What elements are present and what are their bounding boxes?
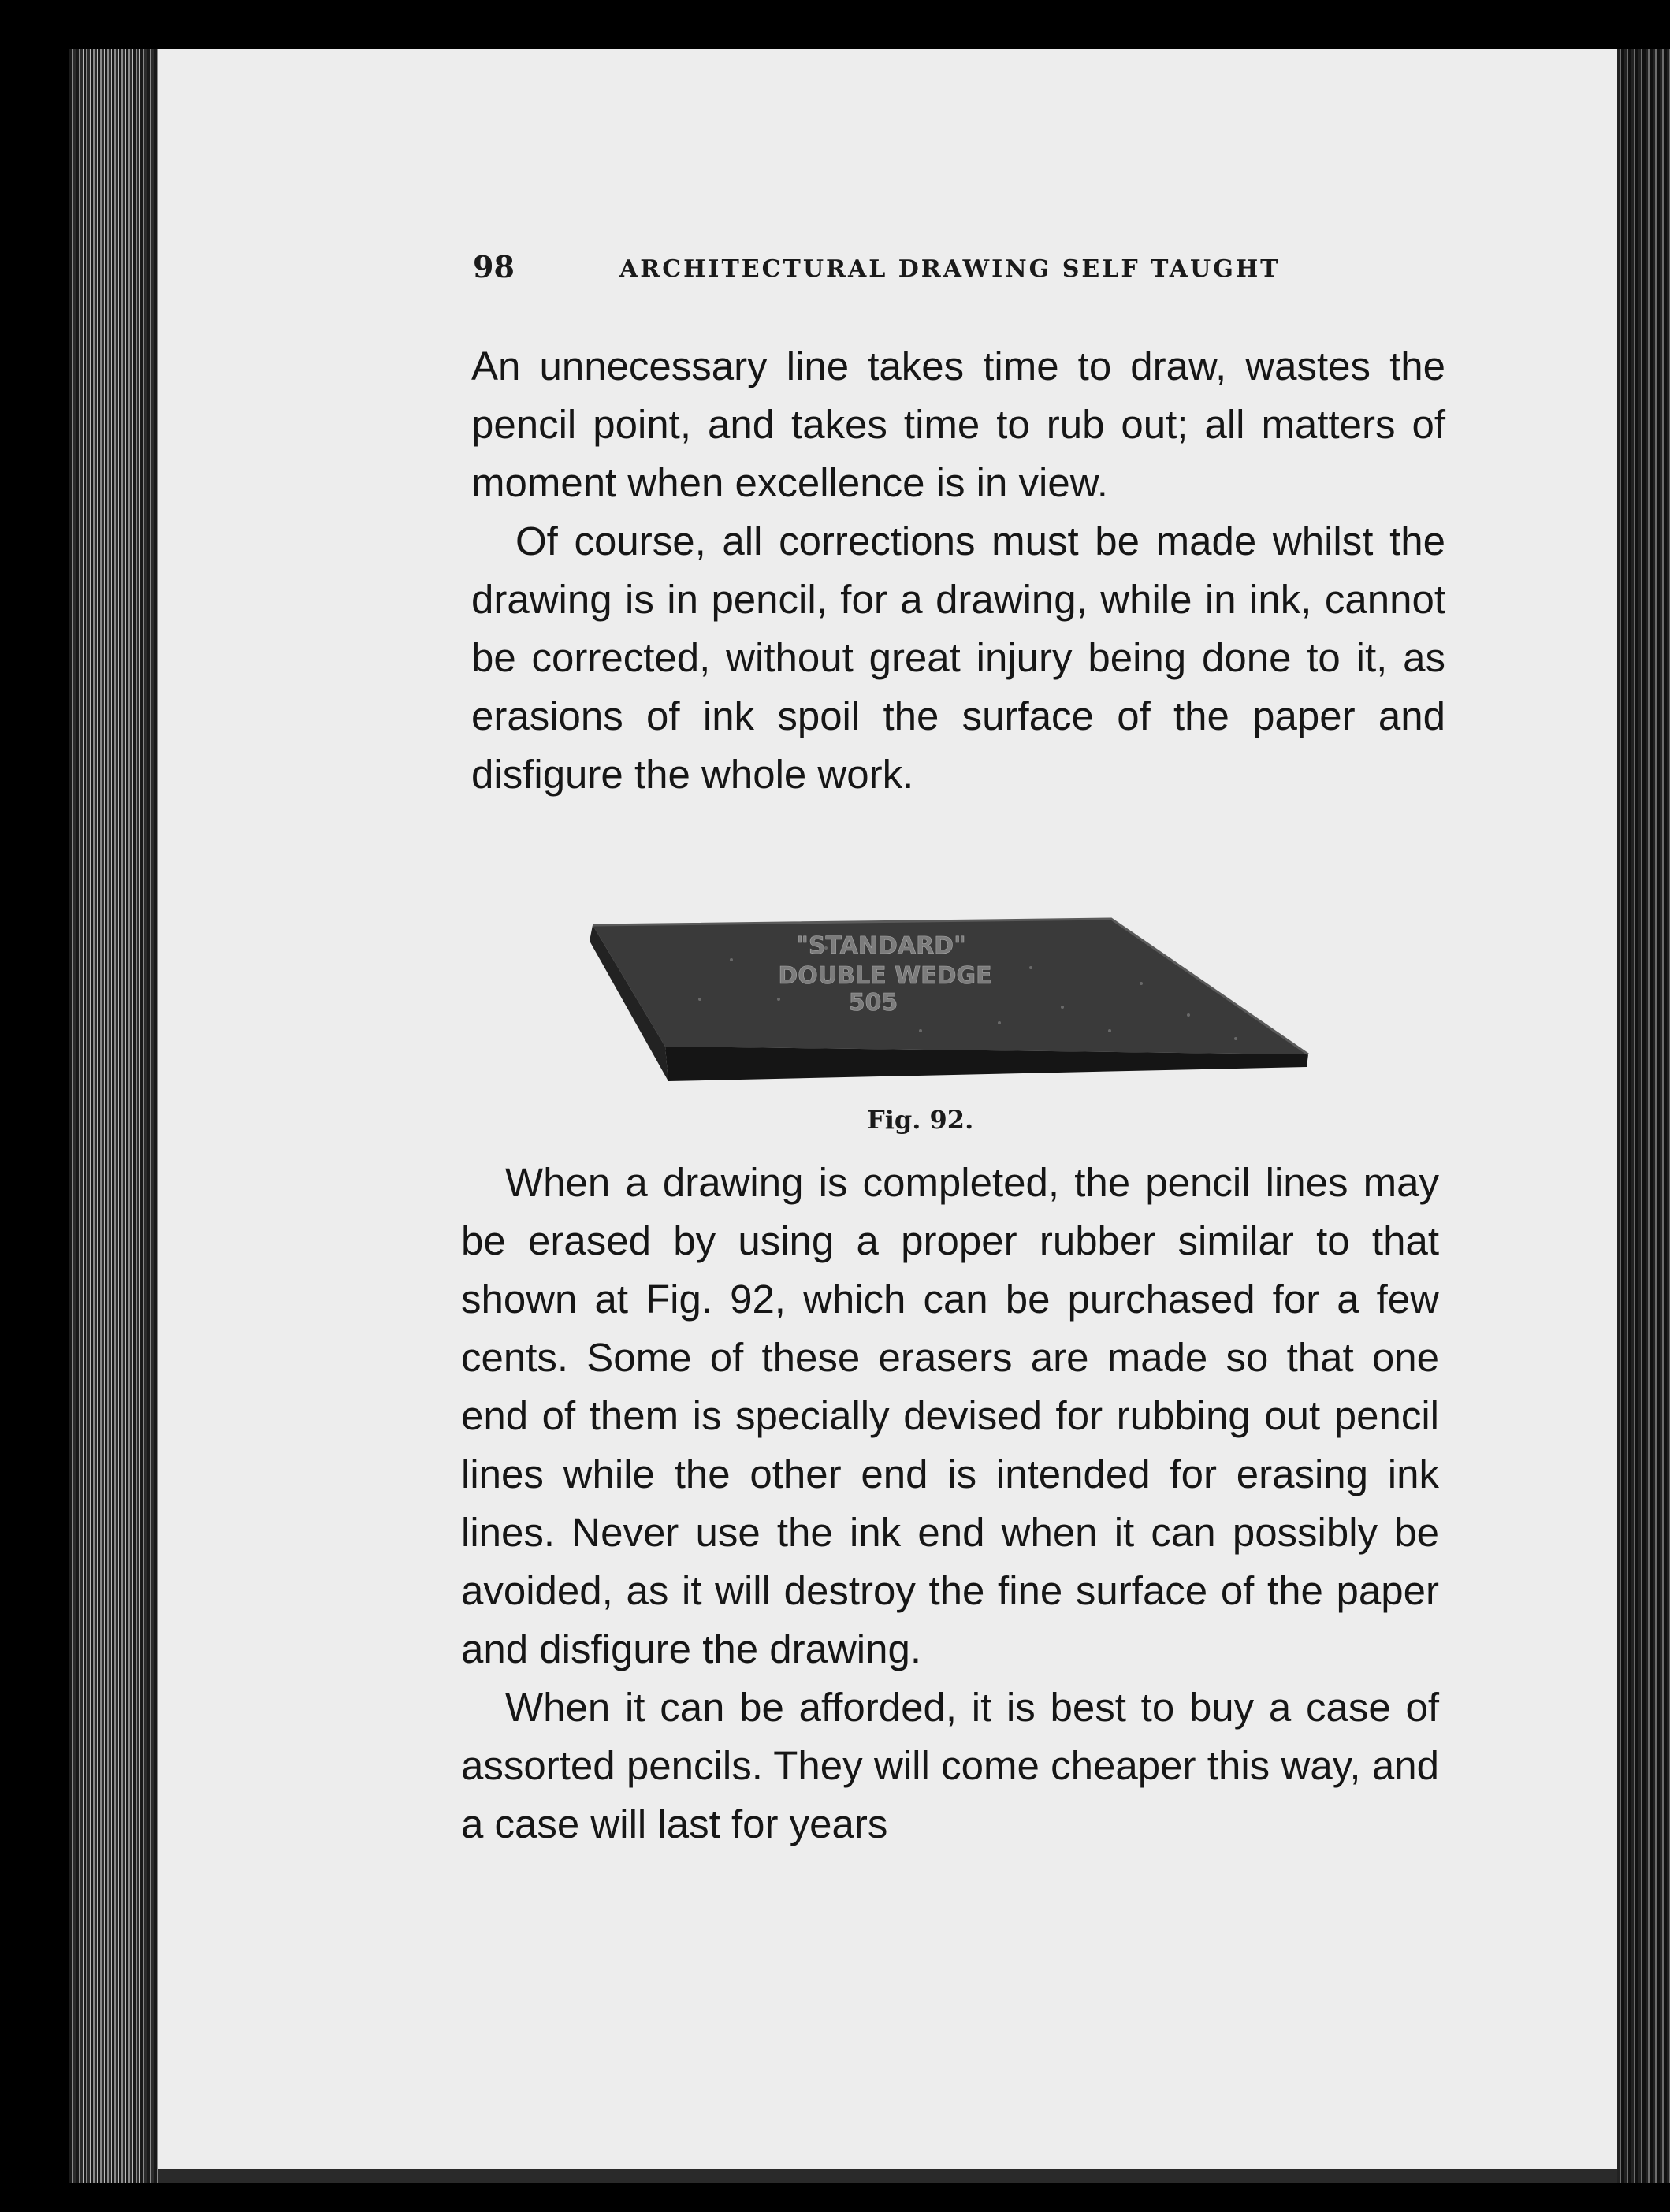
text-block-bottom <box>461 1154 1439 1853</box>
figure-caption: Fig. 92. <box>867 1105 974 1135</box>
eraser-illustration <box>590 913 1313 1095</box>
eraser-number-text: 505 <box>848 989 898 1017</box>
eraser-figure <box>590 913 1313 1095</box>
right-page-edge <box>1617 49 1670 2183</box>
bottom-page-edge <box>158 2169 1617 2183</box>
paragraph: When a drawing is completed, the pencil lines may be erased by using a proper rubber similar to that shown at Fig. 92, which can be purchased for a few cents. Some of these erasers are made so that one end of them is specially devised for rubbing out pencil lines while the other end is intended for erasing ink lines. Never use the ink end when it can possibly be avoided, as it will destroy the fine surface of the paper and disfigure the drawing. <box>461 1160 1439 1671</box>
text-block-top <box>471 337 1445 804</box>
eraser-brand-text: "STANDARD" <box>796 932 966 960</box>
paragraph: Of course, all corrections must be made whilst the drawing is in pencil, for a drawing, while in ink, cannot be corrected, without great injury being done to it, as erasions of ink spoil the surface of the paper and disfigure the whole work. <box>471 519 1445 797</box>
page-number: 98 <box>473 249 515 284</box>
paragraph: When it can be afforded, it is best to buy a case of assorted pencils. They will come cheaper this way, and a case will last for years <box>461 1685 1439 1846</box>
paragraph: An unnecessary line takes time to draw, wastes the pencil point, and takes time to rub out; all matters of moment when excellence is in view. <box>471 344 1445 505</box>
eraser-model-text: DOUBLE WEDGE <box>778 962 992 990</box>
book-spine-edge <box>69 49 158 2183</box>
running-title: ARCHITECTURAL DRAWING SELF TAUGHT <box>619 255 1281 283</box>
page-header <box>473 249 1395 296</box>
